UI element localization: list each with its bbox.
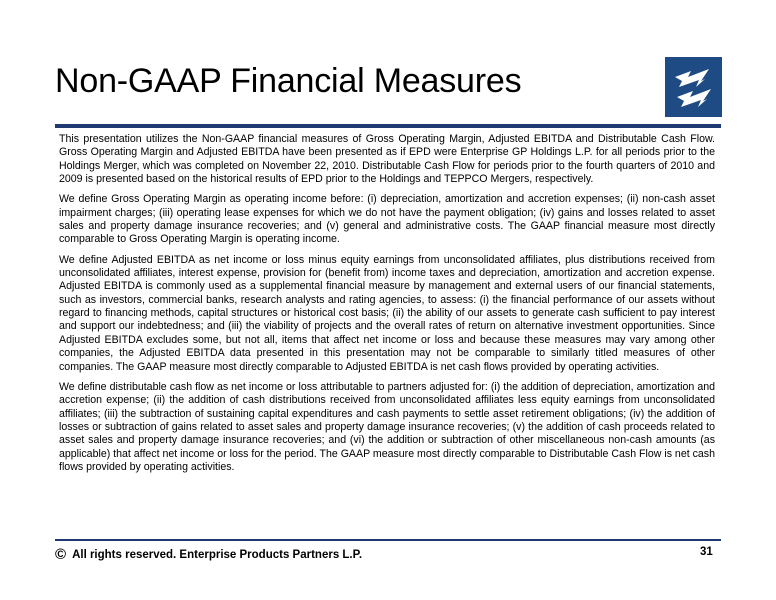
footer-divider [55, 539, 721, 541]
paragraph-distributable-cash-flow: We define distributable cash flow as net income or loss attributable to partners adjusted for: (i) the addition of depreciation, amortization and accretion expense; (ii) the addition of cash distributions received from unconsolidated affiliates less equity earnings from unconsolidated affiliates; (iii) the subtraction of sustaining capital expenditures and cash payments to settle asset retirement obligations; (iv) the addition of losses or subtraction of gains related to asset sales and property damage insurance recoveries; (v) the addition of cash proceeds related to asset sales and property damage insurance recoveries; and (vi) the addition or subtraction of other miscellaneous non-cash amounts (as applicable) that affect net income or loss for the period. The GAAP measure most directly comparable to Distributable Cash Flow is net cash flows provided by operating activities. [59, 380, 715, 473]
slide-title: Non-GAAP Financial Measures [55, 62, 522, 100]
title-divider [55, 124, 721, 128]
page-number: 31 [700, 546, 713, 558]
paragraph-intro: This presentation utilizes the Non-GAAP financial measures of Gross Operating Margin, Adjusted EBITDA and Distributable Cash Flow. Gross Operating Margin and Adjusted EBITDA have been presented as if EPD were Enterprise GP Holdings L.P. for all periods prior to the Holdings Merger, which was completed on November 22, 2010. Distributable Cash Flow for periods prior to the fourth quarters of 2010 and 2009 is presented based on the historical results of EPD prior to the Holdings and TEPPCO Mergers, respectively. [59, 133, 715, 186]
enterprise-products-logo-icon [665, 57, 722, 117]
copyright-text: All rights reserved. Enterprise Products Partners L.P. [72, 549, 363, 561]
footer [55, 546, 362, 563]
paragraph-adjusted-ebitda: We define Adjusted EBITDA as net income or loss minus equity earnings from unconsolidated affiliates, plus distributions received from unconsolidated affiliates, interest expense, provision for (benefit from) income taxes and depreciation, amortization and accretion expense. Adjusted EBITDA is commonly used as a supplemental financial measure by management and external users of our financial statements, such as investors, commercial banks, research analysts and rating agencies, to assess: (i) the financial performance of our assets without regard to financing methods, capital structures or historical cost basis; (ii) the ability of our assets to generate cash sufficient to pay interest and support our indebtedness; and (iii) the viability of projects and the overall rates of return on alternative investment opportunities. Since Adjusted EBITDA excludes some, but not all, items that affect net income or loss and because these measures may vary among other companies, the Adjusted EBITDA data presented in this presentation may not be comparable to similarly titled measures of other companies. The GAAP measure most directly comparable to Adjusted EBITDA is net cash flows provided by operating activities. [59, 253, 715, 373]
definitions-body [59, 133, 715, 481]
paragraph-gross-operating-margin: We define Gross Operating Margin as operating income before: (i) depreciation, amortization and accretion expenses; (ii) non-cash asset impairment charges; (iii) operating lease expenses for which we do not have the payment obligation; (iv) gains and losses related to asset sales and property damage insurance recoveries; and (v) general and administrative costs. The GAAP financial measure most directly comparable to Gross Operating Margin is operating income. [59, 193, 715, 246]
copyright-icon: © [55, 546, 67, 563]
